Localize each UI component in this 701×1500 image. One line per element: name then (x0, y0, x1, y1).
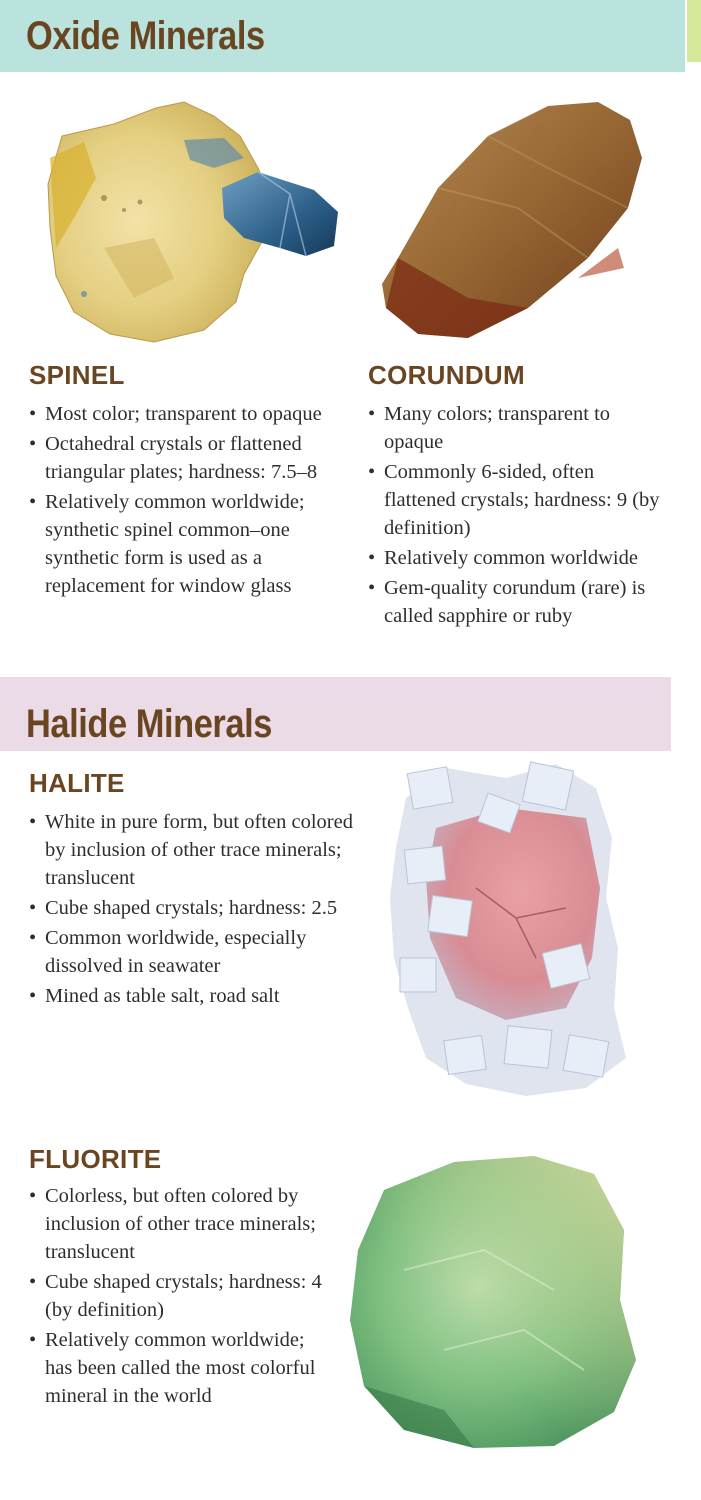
list-item: • Cube shaped crystals; hardness: 2.5 (29, 894, 359, 922)
fluorite-specimen-image (344, 1150, 644, 1450)
halite-specimen-image (386, 758, 636, 1098)
list-item: • Relatively common worldwide (368, 544, 660, 572)
list-item: • Relatively common worldwide; synthetic spinel common–one synthetic form is used as a replacement for window glass (29, 488, 349, 600)
page-tab (687, 0, 701, 62)
list-item: • White in pure form, but often colored by inclusion of other trace minerals; translucent (29, 808, 359, 892)
corundum-specimen-image (378, 98, 646, 344)
oxide-section-title: Oxide Minerals (26, 14, 265, 58)
corundum-name: CORUNDUM (368, 360, 525, 390)
list-item: • Gem-quality corundum (rare) is called sapphire or ruby (368, 574, 660, 630)
list-item: • Commonly 6-sided, often flattened crystals; hardness: 9 (by definition) (368, 458, 660, 542)
list-item: • Mined as table salt, road salt (29, 982, 359, 1010)
list-item: • Cube shaped crystals; hardness: 4 (by definition) (29, 1268, 329, 1324)
list-item: • Colorless, but often colored by inclusion of other trace minerals; translucent (29, 1182, 329, 1266)
spinel-specimen-image (44, 98, 340, 344)
halite-facts (29, 808, 359, 1012)
list-item: • Most color; transparent to opaque (29, 400, 349, 428)
list-item: • Relatively common worldwide; has been called the most colorful mineral in the world (29, 1326, 329, 1410)
list-item: • Common worldwide, especially dissolved in seawater (29, 924, 359, 980)
fluorite-facts (29, 1182, 329, 1412)
spinel-facts (29, 400, 349, 602)
list-item: • Many colors; transparent to opaque (368, 400, 660, 456)
fluorite-name: FLUORITE (29, 1144, 162, 1174)
spinel-name: SPINEL (29, 360, 125, 390)
corundum-facts (368, 400, 660, 632)
halide-section-title: Halide Minerals (26, 702, 272, 746)
list-item: • Octahedral crystals or flattened triangular plates; hardness: 7.5–8 (29, 430, 349, 486)
halite-name: HALITE (29, 768, 125, 798)
